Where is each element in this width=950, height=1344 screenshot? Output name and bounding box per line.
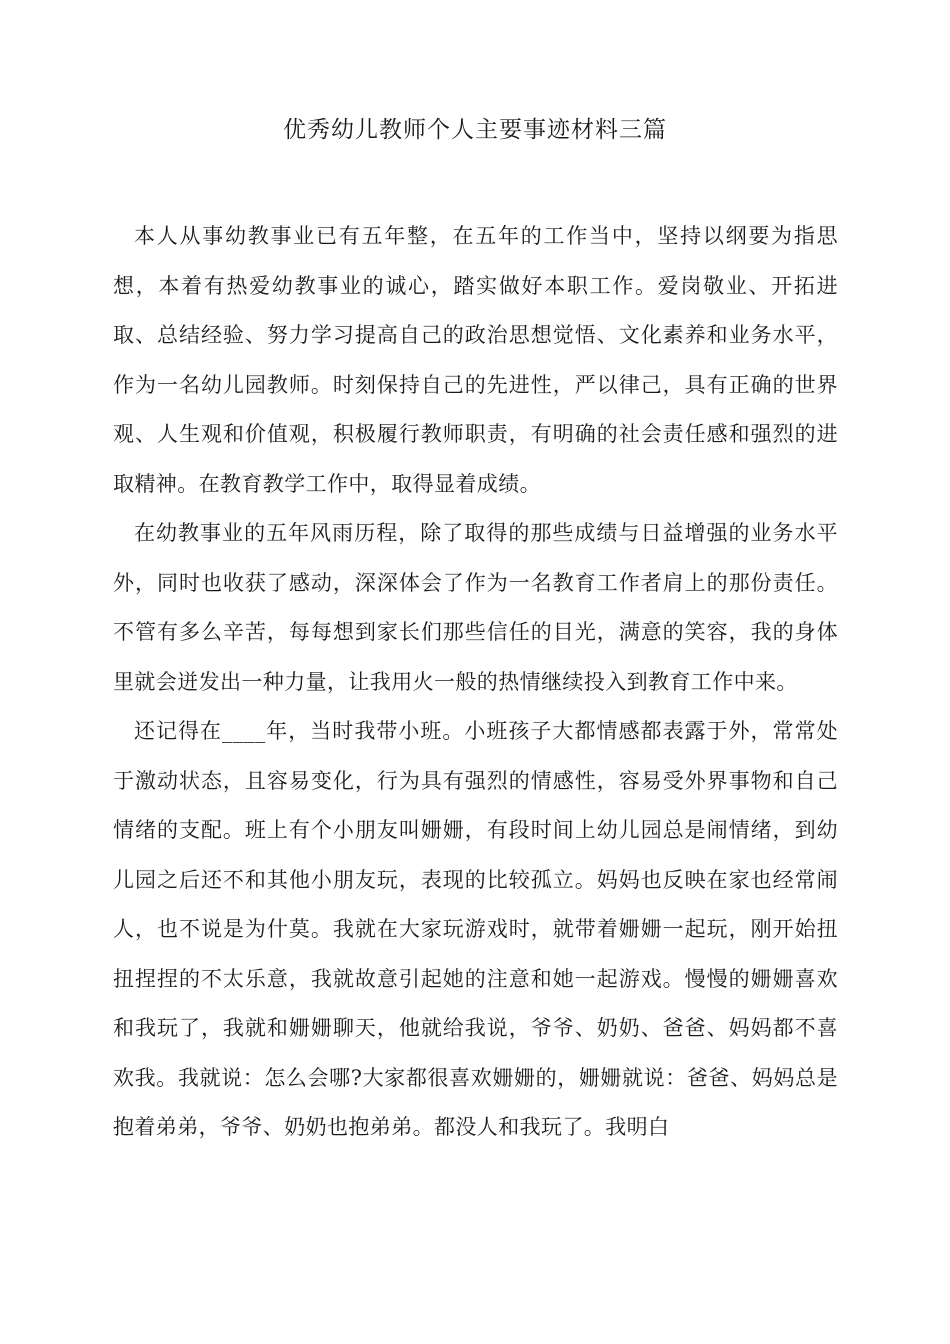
paragraph-1: 本人从事幼教事业已有五年整，在五年的工作当中，坚持以纲要为指思想，本着有热爱幼教事业的诚心，踏实做好本职工作。爱岗敬业、开拓进取、总结经验、努力学习提高自己的政治思想觉悟、文化素养和业务水平，作为一名幼儿园教师。时刻保持自己的先进性，严以律己，具有正确的世界观、人生观和价值观，积极履行教师职责，有明确的社会责任感和强烈的进取精神。在教育教学工作中，取得显着成绩。 [113,224,838,496]
paragraph-3: 还记得在____年，当时我带小班。小班孩子大都情感都表露于外，常常处于激动状态，且容易变化，行为具有强烈的情感性，容易受外界事物和自己情绪的支配。班上有个小朋友叫姗姗，有段时间上幼儿园总是闹情绪，到幼儿园之后还不和其他小朋友玩，表现的比较孤立。妈妈也反映在家也经常闹人，也不说是为什莫。我就在大家玩游戏时，就带着姗姗一起玩，刚开始扭扭捏捏的不太乐意，我就故意引起她的注意和她一起游戏。慢慢的姗姗喜欢和我玩了，我就和姗姗聊天，他就给我说，爷爷、奶奶、爸爸、妈妈都不喜欢我。我就说：怎么会哪?大家都很喜欢姗姗的，姗姗就说：爸爸、妈妈总是抱着弟弟，爷爷、奶奶也抱弟弟。都没人和我玩了。我明白 [113,719,838,1139]
document-body [113,212,838,1153]
paragraph-2: 在幼教事业的五年风雨历程，除了取得的那些成绩与日益增强的业务水平外，同时也收获了感动，深深体会了作为一名教育工作者肩上的那份责任。不管有多么辛苦，每每想到家长们那些信任的目光，满意的笑容，我的身体里就会迸发出一种力量，让我用火一般的热情继续投入到教育工作中来。 [113,521,838,694]
document-title: 优秀幼儿教师个人主要事迹材料三篇 [283,117,667,143]
